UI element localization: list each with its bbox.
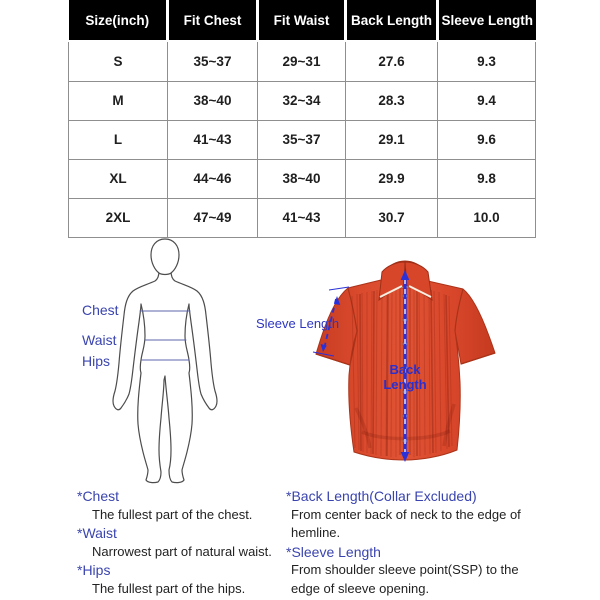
size-row-xl	[69, 159, 536, 198]
size-name-cell: L	[69, 120, 168, 159]
measurement-cell: 29.1	[346, 120, 438, 159]
column-header-sleeve-length: Sleeve Length	[438, 0, 536, 41]
measurement-cell: 29.9	[346, 159, 438, 198]
column-header-fit-chest: Fit Chest	[168, 0, 258, 41]
size-table-body	[69, 41, 536, 238]
definition-term: *Hips	[77, 562, 111, 578]
definition-description: The fullest part of the hips.	[92, 580, 246, 596]
sleeve-length-label: Sleeve Length	[256, 316, 340, 331]
measurement-cell: 9.4	[438, 81, 536, 120]
size-row-s	[69, 41, 536, 81]
definition-term: *Chest	[77, 488, 120, 504]
definition-term: *Sleeve Length	[286, 543, 381, 560]
back-length-label: Back Length	[383, 362, 427, 392]
measurement-cell: 28.3	[346, 81, 438, 120]
definition-description: Narrowest part of natural waist.	[92, 543, 272, 559]
measurement-cell: 38~40	[168, 81, 258, 120]
column-header-size-inch-: Size(inch)	[69, 0, 168, 41]
size-row-m	[69, 81, 536, 120]
measurement-cell: 10.0	[438, 198, 536, 237]
measurement-cell: 30.7	[346, 198, 438, 237]
measurement-cell: 35~37	[258, 120, 346, 159]
measurement-cell: 27.6	[346, 41, 438, 81]
size-row-2xl	[69, 198, 536, 237]
size-table-header	[69, 0, 536, 41]
size-name-cell: M	[69, 81, 168, 120]
measurement-cell: 9.8	[438, 159, 536, 198]
column-header-fit-waist: Fit Waist	[258, 0, 346, 41]
measurement-cell: 35~37	[168, 41, 258, 81]
definitions-right-column	[286, 487, 524, 598]
body-outline-figure	[113, 239, 217, 483]
size-row-l	[69, 120, 536, 159]
hips-label: Hips	[82, 353, 111, 369]
measurement-cell: 9.6	[438, 120, 536, 159]
waist-label: Waist	[82, 332, 117, 348]
measurement-cell: 29~31	[258, 41, 346, 81]
measurement-cell: 41~43	[168, 120, 258, 159]
size-table	[68, 0, 535, 238]
chest-label: Chest	[82, 302, 119, 318]
measurement-cell: 41~43	[258, 198, 346, 237]
definitions-left-column	[77, 487, 282, 598]
definition-description: From center back of neck to the edge of hemline.	[291, 506, 521, 540]
measurement-cell: 44~46	[168, 159, 258, 198]
measurement-cell: 32~34	[258, 81, 346, 120]
definition-description: The fullest part of the chest.	[92, 506, 253, 522]
size-name-cell: S	[69, 41, 168, 81]
measurement-cell: 38~40	[258, 159, 346, 198]
definition-term: *Waist	[77, 525, 117, 541]
size-name-cell: 2XL	[69, 198, 168, 237]
definition-term: *Back Length(Collar Excluded)	[286, 488, 477, 504]
size-name-cell: XL	[69, 159, 168, 198]
measurement-cell: 47~49	[168, 198, 258, 237]
definition-description: From shoulder sleeve point(SSP) to the edge of sleeve opening.	[291, 562, 519, 596]
measurement-cell: 9.3	[438, 41, 536, 81]
column-header-back-length: Back Length	[346, 0, 438, 41]
